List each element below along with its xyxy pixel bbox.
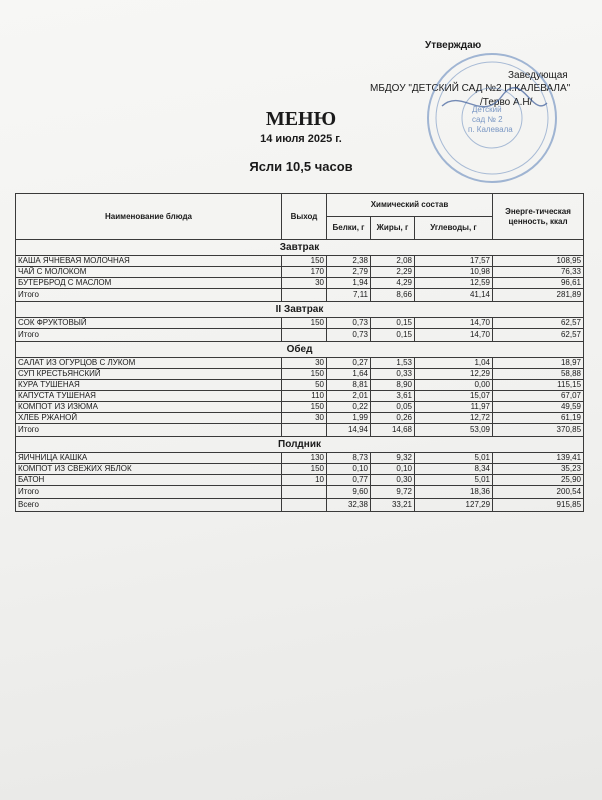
table-row bbox=[16, 267, 584, 278]
dish-name: БАТОН bbox=[16, 475, 282, 486]
table-row bbox=[16, 402, 584, 413]
dish-fat: 0,26 bbox=[371, 413, 415, 424]
table-row bbox=[16, 318, 584, 329]
dish-energy: 61,19 bbox=[493, 413, 584, 424]
section-header bbox=[16, 342, 584, 358]
dish-protein: 0,22 bbox=[327, 402, 371, 413]
stamp-line-1: Детский bbox=[472, 105, 502, 114]
dish-carbs: 12,59 bbox=[415, 278, 493, 289]
dish-energy: 139,41 bbox=[493, 453, 584, 464]
dish-protein: 0,77 bbox=[327, 475, 371, 486]
dish-yield: 170 bbox=[282, 267, 327, 278]
dish-yield: 150 bbox=[282, 402, 327, 413]
dish-yield: 50 bbox=[282, 380, 327, 391]
dish-energy: 67,07 bbox=[493, 391, 584, 402]
stamp-line-3: п. Калевала bbox=[468, 125, 513, 134]
total-energy: 370,85 bbox=[493, 424, 584, 437]
dish-yield: 150 bbox=[282, 318, 327, 329]
dish-name: ЧАЙ С МОЛОКОМ bbox=[16, 267, 282, 278]
total-energy: 200,54 bbox=[493, 486, 584, 499]
grand-total-row bbox=[16, 499, 584, 512]
table-row bbox=[16, 256, 584, 267]
dish-fat: 9,32 bbox=[371, 453, 415, 464]
dish-carbs: 14,70 bbox=[415, 318, 493, 329]
dish-fat: 0,30 bbox=[371, 475, 415, 486]
total-label: Итого bbox=[16, 486, 282, 499]
total-label: Итого bbox=[16, 424, 282, 437]
group-label: Ясли 10,5 часов bbox=[249, 159, 353, 174]
dish-carbs: 5,01 bbox=[415, 453, 493, 464]
dish-energy: 108,95 bbox=[493, 256, 584, 267]
total-protein: 7,11 bbox=[327, 289, 371, 302]
dish-yield: 10 bbox=[282, 475, 327, 486]
section-header bbox=[16, 240, 584, 256]
total-carbs: 18,36 bbox=[415, 486, 493, 499]
total-label: Итого bbox=[16, 329, 282, 342]
section-title: II Завтрак bbox=[16, 302, 584, 318]
col-yield-header: Выход bbox=[282, 194, 327, 240]
section-header bbox=[16, 302, 584, 318]
dish-name: БУТЕРБРОД С МАСЛОМ bbox=[16, 278, 282, 289]
section-total-row bbox=[16, 289, 584, 302]
menu-body bbox=[16, 240, 584, 512]
dish-yield: 150 bbox=[282, 464, 327, 475]
table-row bbox=[16, 380, 584, 391]
col-energy-header: Энерге-тическая ценность, ккал bbox=[493, 194, 584, 240]
total-energy: 281,89 bbox=[493, 289, 584, 302]
head-role: Заведующая bbox=[508, 70, 568, 81]
dish-energy: 76,33 bbox=[493, 267, 584, 278]
total-fat: 14,68 bbox=[371, 424, 415, 437]
menu-date: 14 июля 2025 г. bbox=[260, 133, 342, 145]
dish-yield: 130 bbox=[282, 453, 327, 464]
total-fat: 8,66 bbox=[371, 289, 415, 302]
dish-fat: 0,10 bbox=[371, 464, 415, 475]
dish-yield: 30 bbox=[282, 278, 327, 289]
dish-protein: 2,38 bbox=[327, 256, 371, 267]
grand-total-protein: 32,38 bbox=[327, 499, 371, 512]
dish-carbs: 17,57 bbox=[415, 256, 493, 267]
dish-yield: 30 bbox=[282, 413, 327, 424]
dish-yield: 30 bbox=[282, 358, 327, 369]
total-fat: 0,15 bbox=[371, 329, 415, 342]
dish-name: КОМПОТ ИЗ ИЗЮМА bbox=[16, 402, 282, 413]
dish-fat: 1,53 bbox=[371, 358, 415, 369]
dish-energy: 49,59 bbox=[493, 402, 584, 413]
dish-protein: 0,10 bbox=[327, 464, 371, 475]
empty-cell bbox=[282, 424, 327, 437]
dish-name: ХЛЕБ РЖАНОЙ bbox=[16, 413, 282, 424]
dish-carbs: 12,72 bbox=[415, 413, 493, 424]
dish-energy: 58,88 bbox=[493, 369, 584, 380]
dish-name: СУП КРЕСТЬЯНСКИЙ bbox=[16, 369, 282, 380]
dish-carbs: 10,98 bbox=[415, 267, 493, 278]
empty-cell bbox=[282, 289, 327, 302]
dish-protein: 1,94 bbox=[327, 278, 371, 289]
dish-fat: 0,05 bbox=[371, 402, 415, 413]
section-total-row bbox=[16, 329, 584, 342]
table-row bbox=[16, 369, 584, 380]
dish-protein: 8,73 bbox=[327, 453, 371, 464]
dish-protein: 2,79 bbox=[327, 267, 371, 278]
table-row bbox=[16, 453, 584, 464]
empty-cell bbox=[282, 329, 327, 342]
dish-protein: 0,73 bbox=[327, 318, 371, 329]
table-row bbox=[16, 413, 584, 424]
head-signature: /Терво А.Н/ bbox=[480, 97, 533, 108]
total-fat: 9,72 bbox=[371, 486, 415, 499]
dish-yield: 150 bbox=[282, 369, 327, 380]
dish-fat: 2,29 bbox=[371, 267, 415, 278]
grand-total-energy: 915,85 bbox=[493, 499, 584, 512]
dish-fat: 0,15 bbox=[371, 318, 415, 329]
dish-name: ЯИЧНИЦА КАШКА bbox=[16, 453, 282, 464]
total-protein: 9,60 bbox=[327, 486, 371, 499]
total-energy: 62,57 bbox=[493, 329, 584, 342]
dish-fat: 4,29 bbox=[371, 278, 415, 289]
dish-carbs: 0,00 bbox=[415, 380, 493, 391]
table-row bbox=[16, 475, 584, 486]
table-row bbox=[16, 278, 584, 289]
empty-cell bbox=[282, 486, 327, 499]
dish-protein: 8,81 bbox=[327, 380, 371, 391]
section-title: Полдник bbox=[16, 437, 584, 453]
total-carbs: 14,70 bbox=[415, 329, 493, 342]
dish-carbs: 11,97 bbox=[415, 402, 493, 413]
dish-name: КАПУСТА ТУШЕНАЯ bbox=[16, 391, 282, 402]
dish-name: КАША ЯЧНЕВАЯ МОЛОЧНАЯ bbox=[16, 256, 282, 267]
dish-energy: 115,15 bbox=[493, 380, 584, 391]
approve-label: Утверждаю bbox=[425, 40, 482, 51]
dish-carbs: 15,07 bbox=[415, 391, 493, 402]
dish-energy: 25,90 bbox=[493, 475, 584, 486]
col-fat-header: Жиры, г bbox=[371, 217, 415, 240]
section-title: Завтрак bbox=[16, 240, 584, 256]
dish-carbs: 5,01 bbox=[415, 475, 493, 486]
section-header bbox=[16, 437, 584, 453]
dish-name: КУРА ТУШЕНАЯ bbox=[16, 380, 282, 391]
dish-yield: 110 bbox=[282, 391, 327, 402]
page-title: МЕНЮ bbox=[265, 108, 337, 130]
grand-total-label: Всего bbox=[16, 499, 282, 512]
table-row bbox=[16, 391, 584, 402]
dish-name: КОМПОТ ИЗ СВЕЖИХ ЯБЛОК bbox=[16, 464, 282, 475]
table-row bbox=[16, 358, 584, 369]
section-title: Обед bbox=[16, 342, 584, 358]
dish-protein: 0,27 bbox=[327, 358, 371, 369]
total-carbs: 53,09 bbox=[415, 424, 493, 437]
dish-fat: 8,90 bbox=[371, 380, 415, 391]
dish-fat: 0,33 bbox=[371, 369, 415, 380]
dish-protein: 1,99 bbox=[327, 413, 371, 424]
total-label: Итого bbox=[16, 289, 282, 302]
empty-cell bbox=[282, 499, 327, 512]
stamp-line-2: сад № 2 bbox=[472, 115, 503, 124]
dish-energy: 18,97 bbox=[493, 358, 584, 369]
dish-carbs: 12,29 bbox=[415, 369, 493, 380]
grand-total-carbs: 127,29 bbox=[415, 499, 493, 512]
dish-protein: 1,64 bbox=[327, 369, 371, 380]
section-total-row bbox=[16, 424, 584, 437]
col-carbs-header: Углеводы, г bbox=[415, 217, 493, 240]
table-row bbox=[16, 464, 584, 475]
dish-name: САЛАТ ИЗ ОГУРЦОВ С ЛУКОМ bbox=[16, 358, 282, 369]
dish-fat: 3,61 bbox=[371, 391, 415, 402]
total-carbs: 41,14 bbox=[415, 289, 493, 302]
dish-protein: 2,01 bbox=[327, 391, 371, 402]
dish-carbs: 1,04 bbox=[415, 358, 493, 369]
dish-carbs: 8,34 bbox=[415, 464, 493, 475]
dish-energy: 62,57 bbox=[493, 318, 584, 329]
total-protein: 14,94 bbox=[327, 424, 371, 437]
grand-total-fat: 33,21 bbox=[371, 499, 415, 512]
dish-energy: 96,61 bbox=[493, 278, 584, 289]
total-protein: 0,73 bbox=[327, 329, 371, 342]
dish-fat: 2,08 bbox=[371, 256, 415, 267]
head-organization: МБДОУ "ДЕТСКИЙ САД №2 П.КАЛЕВАЛА" bbox=[370, 83, 571, 94]
dish-energy: 35,23 bbox=[493, 464, 584, 475]
dish-yield: 150 bbox=[282, 256, 327, 267]
col-name-header: Наименование блюда bbox=[16, 194, 282, 240]
col-protein-header: Белки, г bbox=[327, 217, 371, 240]
dish-name: СОК ФРУКТОВЫЙ bbox=[16, 318, 282, 329]
section-total-row bbox=[16, 486, 584, 499]
col-chem-header: Химический состав bbox=[327, 194, 493, 217]
menu-table bbox=[15, 193, 584, 512]
